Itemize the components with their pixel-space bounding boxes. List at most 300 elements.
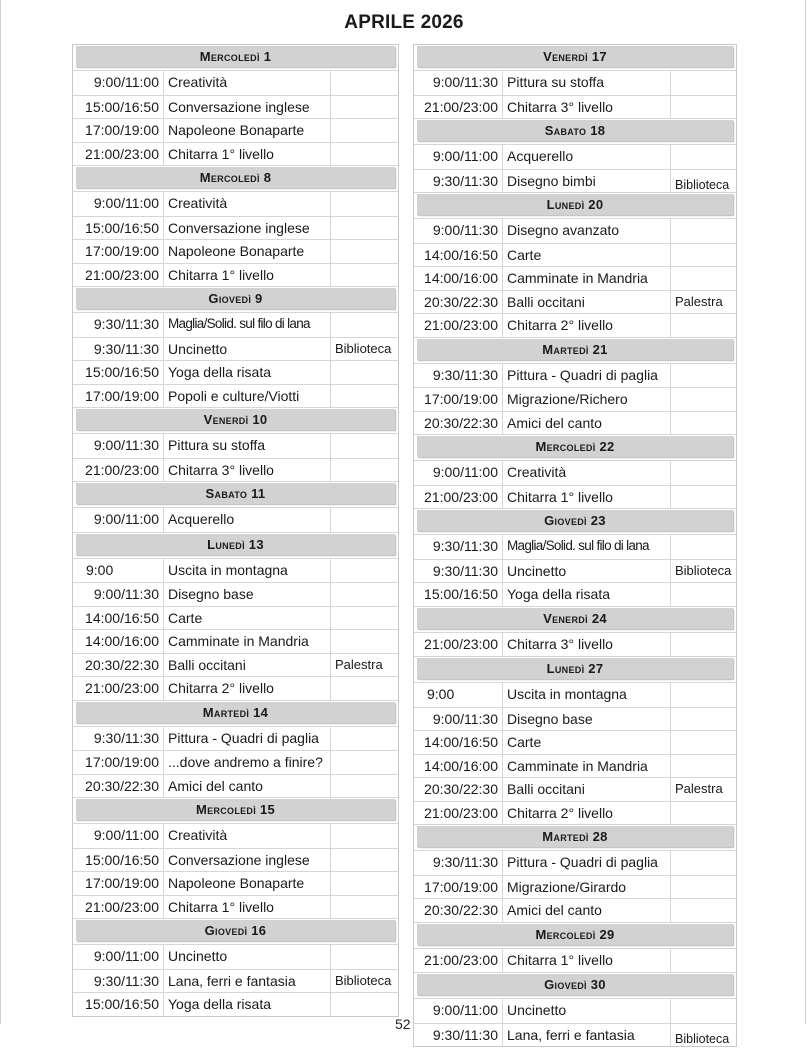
event-time: 20:30/22:30	[414, 899, 503, 922]
event-place	[331, 96, 398, 119]
event-time: 17:00/19:00	[73, 119, 164, 142]
event-time: 15:00/16:50	[414, 583, 503, 606]
event-time: 14:00/16:50	[414, 244, 503, 267]
event-time: 9:30/11:30	[73, 727, 164, 751]
event-time: 17:00/19:00	[414, 388, 503, 411]
event-time: 17:00/19:00	[414, 876, 503, 899]
event-activity: Pittura - Quadri di paglia	[503, 364, 671, 388]
event-row	[73, 629, 398, 653]
day-block	[73, 286, 398, 407]
event-time: 14:00/16:50	[414, 731, 503, 754]
day-header	[76, 702, 395, 723]
event-activity: Yoga della risata	[503, 583, 671, 606]
event-time: 14:00/16:00	[73, 630, 164, 653]
day-number: 28	[592, 829, 608, 844]
event-row	[73, 750, 398, 774]
event-time: 17:00/19:00	[73, 385, 164, 408]
event-activity: Amici del canto	[503, 412, 671, 435]
event-activity: Camminate in Mandria	[164, 630, 331, 653]
day-number: 14	[253, 704, 269, 720]
event-row	[414, 801, 736, 825]
event-place	[331, 727, 398, 751]
event-list	[73, 507, 398, 532]
event-row	[414, 243, 736, 267]
event-place	[331, 849, 398, 872]
event-place	[671, 876, 736, 899]
event-time: 20:30/22:30	[414, 412, 503, 435]
event-place	[331, 361, 398, 384]
event-place: Biblioteca	[335, 972, 392, 988]
event-row	[414, 999, 736, 1023]
event-place	[331, 945, 398, 969]
day-block	[73, 46, 398, 165]
day-block	[414, 118, 736, 192]
event-activity: Acquerello	[164, 508, 331, 532]
event-time: 9:00/11:30	[414, 219, 503, 243]
day-block	[414, 46, 736, 118]
event-row	[73, 337, 398, 361]
event-row	[73, 239, 398, 263]
event-time: 21:00/23:00	[414, 633, 503, 657]
event-place: Biblioteca	[335, 340, 392, 356]
event-list	[414, 460, 736, 508]
event-place: Biblioteca	[675, 177, 730, 192]
event-row	[73, 508, 398, 532]
event-place	[671, 755, 736, 778]
day-header	[76, 534, 395, 555]
event-time: 9:30/11:30	[414, 851, 503, 875]
day-number: 24	[591, 610, 607, 626]
event-activity: Yoga della risata	[164, 993, 331, 1016]
day-header	[417, 510, 733, 531]
event-row	[73, 434, 398, 458]
day-name: Mercoledì	[195, 802, 257, 817]
event-place	[671, 633, 736, 657]
event-row	[414, 875, 736, 899]
event-list	[414, 218, 736, 337]
day-block	[414, 508, 736, 606]
day-name: Giovedì	[544, 977, 587, 992]
event-place	[331, 434, 398, 458]
event-place	[331, 824, 398, 848]
event-time: 9:30/11:30	[414, 1024, 503, 1047]
event-time: 20:30/22:30	[414, 291, 503, 314]
day-number: 10	[252, 412, 268, 427]
day-name: Giovedì	[544, 513, 587, 528]
event-activity: Chitarra 1° livello	[164, 264, 331, 287]
event-row	[73, 606, 398, 630]
event-row	[73, 192, 398, 216]
event-place	[331, 559, 398, 583]
day-number: 20	[588, 197, 604, 212]
day-header	[417, 436, 733, 457]
day-header	[76, 409, 395, 430]
event-place	[671, 949, 736, 973]
schedule-column-left	[72, 44, 399, 1017]
event-place	[331, 630, 398, 653]
event-row	[73, 458, 398, 482]
event-activity: Uscita in montagna	[164, 559, 331, 583]
event-place	[331, 385, 398, 408]
event-time: 9:00/11:00	[73, 824, 164, 848]
event-place	[331, 192, 398, 216]
event-place	[331, 896, 398, 919]
event-list	[414, 998, 736, 1046]
day-name: Mercoledì	[199, 49, 260, 64]
event-time: 9:00/11:30	[73, 583, 164, 606]
event-time: 9:30/11:30	[73, 970, 164, 993]
day-number: 8	[263, 170, 272, 185]
day-header	[417, 974, 733, 995]
event-list	[414, 70, 736, 118]
event-activity: Creatività	[164, 71, 331, 95]
event-list	[414, 363, 736, 435]
event-activity: Chitarra 3° livello	[164, 459, 331, 482]
event-place	[331, 313, 398, 337]
event-list	[414, 144, 736, 192]
event-row	[73, 384, 398, 408]
event-place	[331, 677, 398, 700]
event-row	[73, 871, 398, 895]
event-activity: Creatività	[164, 824, 331, 848]
day-block	[414, 434, 736, 508]
schedule-column-right	[413, 44, 737, 1047]
event-place	[671, 412, 736, 435]
day-header	[76, 167, 395, 188]
day-name: Martedì	[542, 829, 589, 844]
day-name: Venerdì	[543, 610, 588, 626]
event-activity: Creatività	[503, 461, 671, 485]
event-place	[671, 96, 736, 119]
event-activity: Pittura - Quadri di paglia	[503, 851, 671, 875]
event-row	[73, 582, 398, 606]
event-row	[414, 754, 736, 778]
event-row	[73, 263, 398, 287]
day-number: 22	[599, 439, 615, 454]
day-block	[414, 972, 736, 1046]
day-number: 16	[251, 923, 267, 938]
event-time: 17:00/19:00	[73, 240, 164, 263]
event-place	[671, 461, 736, 485]
event-time: 15:00/16:50	[73, 849, 164, 872]
page-number: 52	[395, 1016, 411, 1032]
event-activity: Creatività	[164, 192, 331, 216]
event-time: 14:00/16:00	[414, 755, 503, 778]
event-list	[73, 823, 398, 918]
event-place: Palestra	[335, 656, 383, 672]
event-activity: Balli occitani	[164, 654, 331, 677]
event-time: 9:30/11:30	[414, 364, 503, 388]
event-activity: Pittura su stoffa	[503, 71, 671, 95]
event-time: 9:00/11:30	[73, 434, 164, 458]
day-header	[417, 194, 733, 215]
event-place	[671, 314, 736, 337]
event-time: 14:00/16:50	[73, 607, 164, 630]
event-place	[331, 71, 398, 95]
day-number: 27	[588, 661, 604, 676]
day-number: 30	[590, 977, 606, 992]
event-place	[671, 71, 736, 95]
event-row	[414, 949, 736, 973]
event-time: 9:00/11:00	[414, 999, 503, 1023]
day-name: Mercoledì	[535, 439, 596, 454]
event-activity: Lana, ferri e fantasia	[164, 970, 331, 993]
day-header	[417, 46, 733, 67]
day-name: Lunedì	[546, 197, 585, 212]
event-row	[414, 898, 736, 922]
event-place: Biblioteca	[675, 1031, 730, 1046]
event-time: 20:30/22:30	[73, 654, 164, 677]
event-activity: Yoga della risata	[164, 361, 331, 384]
page-title: APRILE 2026	[344, 12, 464, 33]
event-time: 17:00/19:00	[73, 751, 164, 774]
event-row	[414, 364, 736, 388]
day-block	[73, 700, 398, 798]
event-activity: Chitarra 3° livello	[503, 96, 671, 119]
event-place	[331, 583, 398, 606]
event-time: 20:30/22:30	[414, 778, 503, 801]
event-row	[73, 360, 398, 384]
day-number: 1	[263, 49, 272, 64]
event-time: 9:00/11:00	[73, 71, 164, 95]
day-header	[417, 658, 733, 679]
event-row	[414, 266, 736, 290]
event-place	[331, 751, 398, 774]
event-time: 21:00/23:00	[73, 677, 164, 700]
event-time: 15:00/16:50	[73, 96, 164, 119]
event-row	[414, 95, 736, 119]
event-place	[331, 143, 398, 166]
event-row	[414, 683, 736, 707]
event-place	[671, 899, 736, 922]
event-time: 9:00/11:00	[414, 461, 503, 485]
event-time: 9:00/11:00	[73, 192, 164, 216]
event-time: 15:00/16:50	[73, 217, 164, 240]
day-number: 29	[599, 926, 615, 942]
day-number: 21	[592, 341, 608, 357]
event-activity: Acquerello	[503, 145, 671, 169]
event-list	[414, 534, 736, 606]
event-row	[73, 653, 398, 677]
event-time: 21:00/23:00	[73, 143, 164, 166]
event-row	[414, 730, 736, 754]
event-activity: Camminate in Mandria	[503, 267, 671, 290]
event-place	[671, 851, 736, 875]
event-time: 21:00/23:00	[73, 459, 164, 482]
event-time: 21:00/23:00	[414, 949, 503, 973]
event-activity: Migrazione/Girardo	[503, 876, 671, 899]
event-row	[414, 582, 736, 606]
event-activity: Uncinetto	[503, 999, 671, 1023]
event-row	[73, 142, 398, 166]
event-activity: Chitarra 2° livello	[503, 314, 671, 337]
event-place: Biblioteca	[675, 562, 732, 578]
day-header	[76, 46, 395, 67]
event-row	[414, 633, 736, 657]
day-header	[417, 120, 733, 141]
event-activity: Chitarra 1° livello	[164, 896, 331, 919]
event-row	[73, 774, 398, 798]
event-place	[331, 775, 398, 798]
event-row	[73, 727, 398, 751]
day-number: 11	[251, 486, 266, 501]
event-row	[414, 707, 736, 731]
event-activity: Uscita in montagna	[503, 683, 671, 707]
event-activity: Chitarra 2° livello	[503, 802, 671, 825]
event-row	[414, 851, 736, 875]
day-number: 13	[248, 536, 264, 552]
event-activity: Napoleone Bonaparte	[164, 240, 331, 263]
event-activity: Uncinetto	[164, 338, 331, 361]
day-block	[73, 165, 398, 286]
day-name: Martedì	[202, 704, 250, 720]
event-place	[331, 240, 398, 263]
day-block	[73, 481, 398, 532]
event-activity: Uncinetto	[164, 945, 331, 969]
event-list	[414, 850, 736, 922]
day-name: Lunedì	[207, 536, 245, 552]
event-place: Palestra	[675, 781, 723, 796]
event-place	[331, 459, 398, 482]
event-row	[73, 992, 398, 1016]
event-time: 15:00/16:50	[73, 993, 164, 1016]
day-block	[73, 407, 398, 481]
event-activity: Pittura su stoffa	[164, 434, 331, 458]
event-row	[414, 485, 736, 509]
event-row	[73, 118, 398, 142]
event-activity: Disegno bimbi	[503, 170, 671, 193]
event-time: 15:00/16:50	[73, 361, 164, 384]
event-place	[671, 999, 736, 1023]
event-time: 21:00/23:00	[414, 314, 503, 337]
event-row	[414, 535, 736, 559]
event-place	[331, 264, 398, 287]
event-row	[414, 387, 736, 411]
day-header	[417, 924, 733, 945]
day-block	[414, 606, 736, 657]
event-row	[73, 676, 398, 700]
event-row	[414, 71, 736, 95]
day-block	[414, 337, 736, 435]
day-block	[414, 192, 736, 337]
event-activity: Migrazione/Richero	[503, 388, 671, 411]
event-row	[73, 895, 398, 919]
event-row	[73, 969, 398, 993]
day-block	[73, 918, 398, 1016]
event-activity: Napoleone Bonaparte	[164, 872, 331, 895]
event-time: 14:00/16:00	[414, 267, 503, 290]
day-header	[417, 608, 733, 629]
event-time: 9:30/11:30	[414, 170, 503, 193]
event-activity: Carte	[503, 244, 671, 267]
event-activity: Conversazione inglese	[164, 96, 331, 119]
event-place	[671, 802, 736, 825]
event-place	[671, 731, 736, 754]
event-list	[73, 726, 398, 798]
event-time: 9:00	[414, 683, 503, 707]
event-time: 9:30/11:30	[73, 338, 164, 361]
day-number: 23	[590, 513, 606, 528]
event-activity: Balli occitani	[503, 778, 671, 801]
event-row	[73, 95, 398, 119]
day-block	[414, 922, 736, 973]
event-activity: Conversazione inglese	[164, 217, 331, 240]
day-name: Mercoledì	[199, 170, 260, 185]
day-number: 18	[590, 123, 606, 138]
event-time: 9:00/11:00	[73, 508, 164, 532]
day-number: 15	[259, 802, 276, 817]
event-list	[414, 632, 736, 657]
event-row	[414, 169, 736, 193]
event-row	[414, 290, 736, 314]
day-name: Venerdì	[543, 49, 588, 64]
event-activity: Disegno base	[164, 583, 331, 606]
event-place	[331, 872, 398, 895]
event-activity: Carte	[164, 607, 331, 630]
event-row	[73, 71, 398, 95]
event-place	[331, 607, 398, 630]
event-place	[671, 388, 736, 411]
day-block	[414, 824, 736, 922]
event-activity: Amici del canto	[503, 899, 671, 922]
event-activity: Balli occitani	[503, 291, 671, 314]
day-name: Martedì	[542, 341, 589, 357]
day-block	[414, 656, 736, 824]
event-row	[414, 219, 736, 243]
event-time: 20:30/22:30	[73, 775, 164, 798]
event-list	[73, 944, 398, 1016]
day-header	[417, 339, 733, 360]
event-place	[671, 364, 736, 388]
event-row	[414, 313, 736, 337]
event-place	[671, 583, 736, 606]
event-place	[671, 708, 736, 731]
event-time: 9:00/11:00	[73, 945, 164, 969]
event-activity: Conversazione inglese	[164, 849, 331, 872]
event-time: 9:00/11:00	[414, 145, 503, 169]
day-name: Giovedì	[208, 291, 252, 306]
event-time: 21:00/23:00	[414, 96, 503, 119]
event-row	[414, 145, 736, 169]
event-place	[671, 683, 736, 707]
day-block	[73, 532, 398, 700]
event-activity: Amici del canto	[164, 775, 331, 798]
event-time: 9:30/11:30	[73, 313, 164, 337]
event-place	[671, 535, 736, 559]
event-activity: Chitarra 3° livello	[503, 633, 671, 657]
event-row	[73, 216, 398, 240]
event-activity: Chitarra 1° livello	[503, 949, 671, 973]
event-list	[73, 312, 398, 407]
event-place	[331, 993, 398, 1016]
day-name: Giovedì	[204, 923, 248, 938]
event-list	[73, 70, 398, 165]
event-activity: Chitarra 1° livello	[503, 486, 671, 509]
event-place	[671, 486, 736, 509]
event-activity: Pittura - Quadri di paglia	[164, 727, 331, 751]
event-row	[414, 411, 736, 435]
event-activity: ...dove andremo a finire?	[164, 751, 331, 774]
event-time: 9:00/11:30	[414, 708, 503, 731]
event-row	[73, 824, 398, 848]
event-list	[73, 558, 398, 700]
event-time: 9:00	[73, 559, 164, 583]
event-place	[671, 145, 736, 169]
event-activity: Maglia/Solid. sul filo di lana	[503, 535, 671, 559]
event-place	[331, 508, 398, 532]
event-list	[414, 682, 736, 824]
event-activity: Disegno avanzato	[503, 219, 671, 243]
